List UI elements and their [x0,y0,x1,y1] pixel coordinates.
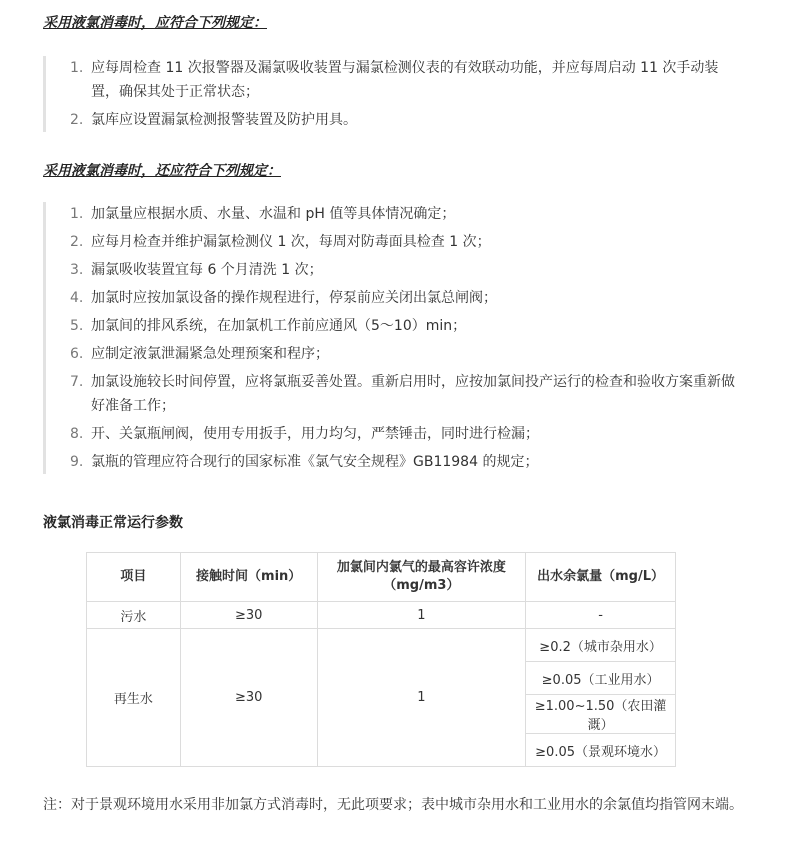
list-number: 2. [70,234,84,250]
list-number: 3. [70,262,84,278]
list-item [46,108,746,132]
section1-list [46,56,746,132]
list-item [46,370,746,418]
cell-contact: ≥30 [180,629,317,767]
list-text: 应每月检查并维护漏氯检测仪 1 次，每周对防毒面具检查 1 次； [91,234,491,250]
table-header-row [87,553,676,602]
header-residual-chlorine: 出水余氯量（mg/L） [526,553,676,602]
list-number: 4. [70,290,84,306]
section2-blockquote [43,202,746,474]
header-max-concentration: 加氯间内氯气的最高容许浓度（mg/m3） [317,553,526,602]
list-text: 加氯时应按加氯设备的操作规程进行，停泵前应关闭出氯总闸阀； [91,290,497,306]
list-text: 氯库应设置漏氯检测报警装置及防护用具。 [91,112,357,128]
section2-list [46,202,746,474]
list-item [46,450,746,474]
cell-residual: ≥0.05（景观环境水） [526,734,676,767]
table-row [87,629,676,662]
cell-concentration: 1 [317,602,526,629]
table-row [87,602,676,629]
header-item: 项目 [87,553,181,602]
list-item [46,422,746,446]
list-number: 1. [70,60,84,76]
section2-heading: 采用液氯消毒时，还应符合下列规定： [43,163,281,179]
footnote: 注：对于景观环境用水采用非加氯方式消毒时，无此项要求；表中城市杂用水和工业用水的余氯值均指管网末端。 [43,797,743,813]
list-item [46,202,746,226]
list-item [46,56,746,104]
header-contact-time: 接触时间（min） [180,553,317,602]
cell-residual: ≥0.2（城市杂用水） [526,629,676,662]
list-text: 开、关氯瓶闸阀，使用专用扳手，用力均匀，严禁锤击，同时进行检漏； [91,426,539,442]
list-item [46,258,746,282]
cell-concentration: 1 [317,629,526,767]
list-number: 6. [70,346,84,362]
list-text: 加氯间的排风系统，在加氯机工作前应通风（5～10）min； [91,318,467,334]
list-item [46,314,746,338]
list-text: 应每周检查 11 次报警器及漏氯吸收装置与漏氯检测仪表的有效联动功能，并应每周启动 11 次手动装置，确保其处于正常状态； [91,60,719,100]
parameters-table [86,552,676,767]
list-number: 1. [70,206,84,222]
list-number: 9. [70,454,84,470]
list-text: 氯瓶的管理应符合现行的国家标准《氯气安全规程》GB11984 的规定； [91,454,539,470]
list-number: 5. [70,318,84,334]
list-item [46,230,746,254]
list-text: 加氯量应根据水质、水量、水温和 pH 值等具体情况确定； [91,206,456,222]
list-item [46,286,746,310]
list-text: 应制定液氯泄漏紧急处理预案和程序； [91,346,329,362]
table-title: 液氯消毒正常运行参数 [43,515,183,531]
list-number: 2. [70,112,84,128]
list-text: 漏氯吸收装置宜每 6 个月清洗 1 次； [91,262,323,278]
cell-residual: ≥0.05（工业用水） [526,662,676,695]
list-number: 8. [70,426,84,442]
cell-contact: ≥30 [180,602,317,629]
list-text: 加氯设施较长时间停置，应将氯瓶妥善处置。重新启用时，应按加氯间投产运行的检查和验收方案重新做好准备工作； [91,374,735,414]
cell-item: 污水 [87,602,181,629]
cell-residual: - [526,602,676,629]
list-number: 7. [70,374,84,390]
section1-blockquote [43,56,746,132]
section1-heading: 采用液氯消毒时，应符合下列规定： [43,15,267,31]
cell-item: 再生水 [87,629,181,767]
cell-residual: ≥1.00~1.50（农田灌溉） [526,695,676,734]
list-item [46,342,746,366]
